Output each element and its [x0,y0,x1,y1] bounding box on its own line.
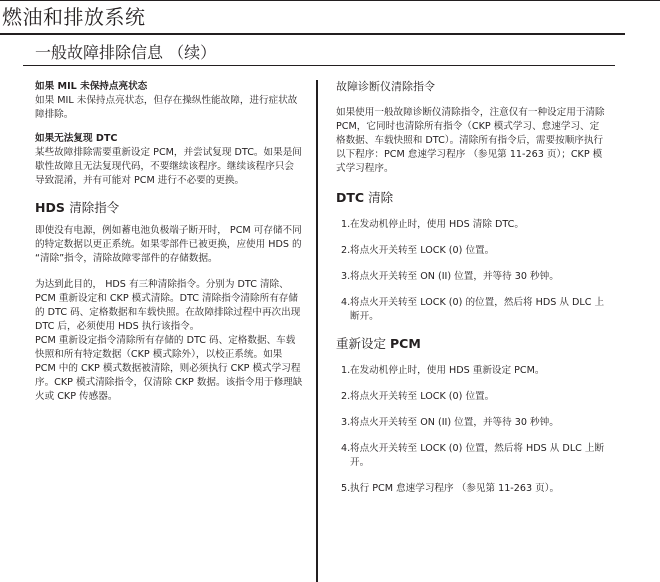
hds-intro-paragraph: 即使没有电源，例如蓄电池负极端子断开时， PCM 可存储不同的特定数据以更正系统。如果零部件已被更换，应使用 HDS 的 “清除”指令，清除故障零部件的存储数据。 [35,225,302,264]
top-rule [0,0,660,1]
page-title: 燃油和排放系统 [2,5,146,29]
dtc-clear-heading [336,190,606,206]
pcm-heading-en: PCM [390,336,421,351]
pcm-reset-paragraph: PCM 重新设定指令清除所有存储的 DTC 码、定格数据、车载快照和所有特定数据（CKP 模式除外），以校正系统。如果 PCM 中的 CKP 模式数据被清除，则必须执行 CKP 模式学习程序。CKP 模式清除指令，仅清除 CKP 数据。该指令用于修理缺火或 CKP 传感器。 [35,335,303,402]
pcm-reset-heading [336,336,606,352]
header-rule [0,33,625,35]
hds-heading-cn: 清除指令 [69,200,120,215]
list-item: 1. 在发动机停止时，使用 HDS 清除 DTC。 [341,219,524,230]
list-item: 4. 将点火开关转至 LOCK (0) 的位置，然后将 HDS 从 DLC 上断开。 [341,297,605,322]
list-item: 2. 将点火开关转至 LOCK (0) 位置。 [341,245,495,256]
pcm-heading-cn: 重新设定 [336,336,387,351]
list-item: 5. 执行 PCM 怠速学习程序 （参见第 11-263 页）。 [341,483,560,494]
section-title: 一般故障排除信息 （续） [35,43,217,62]
mil-heading: 如果 MIL 未保持点亮状态 [35,81,148,92]
scan-tool-intro: 如果使用一般故障诊断仪清除指令，注意仅有一种设定用于清除 PCM，它同时也清除所有指令（CKP 模式学习、怠速学习、定格数据、车载快照和 DTC）。清除所有指令后，需要按顺序执行以下程序：PCM 怠速学习程序 （参见第 11-263 页）；CKP 模式学习程序。 [336,107,605,174]
list-item: 3. 将点火开关转至 ON (II) 位置，并等待 30 秒钟。 [341,271,559,282]
hds-commands-paragraph: 为达到此目的， HDS 有三种清除指令。分别为 DTC 清除、PCM 重新设定和 CKP 模式清除。DTC 清除指令清除所有存储的 DTC 码、定格数据和车载快照。在故障排除过程中再次出现 DTC 后，必须使用 HDS 执行该指令。 [35,279,301,332]
list-item: 1. 在发动机停止时，使用 HDS 重新设定 PCM。 [341,365,545,376]
dtc-not-reproduced-heading: 如果无法复现 DTC [35,133,118,144]
pcm-reset-steps [336,364,606,496]
dtc-not-reproduced-paragraph: 某些故障排除需要重新设定 PCM，并尝试复现 DTC。如果是间歇性故障且无法复现代码，不要继续该程序。继续该程序只会导致混淆，并有可能对 PCM 进行不必要的更换。 [35,147,302,186]
list-item: 3. 将点火开关转至 ON (II) 位置，并等待 30 秒钟。 [341,417,559,428]
dtc-clear-steps [336,218,606,324]
mil-paragraph: 如果 MIL 未保持点亮状态，但存在操纵性能故障，进行症状故障排除。 [35,95,298,120]
dtc-heading-cn: 清除 [368,190,394,205]
right-column [336,79,606,508]
scan-tool-clear-title: 故障诊断仪清除指令 [336,80,435,93]
dtc-heading-en: DTC [336,190,365,205]
section-rule [23,65,615,66]
hds-heading-en: HDS [35,200,65,215]
list-item: 2. 将点火开关转至 LOCK (0) 位置。 [341,391,495,402]
hds-clear-heading [35,200,303,216]
left-column [35,80,303,404]
list-item: 4. 将点火开关转至 LOCK (0) 位置，然后将 HDS 从 DLC 上断开。 [341,443,605,468]
column-divider [316,80,318,582]
